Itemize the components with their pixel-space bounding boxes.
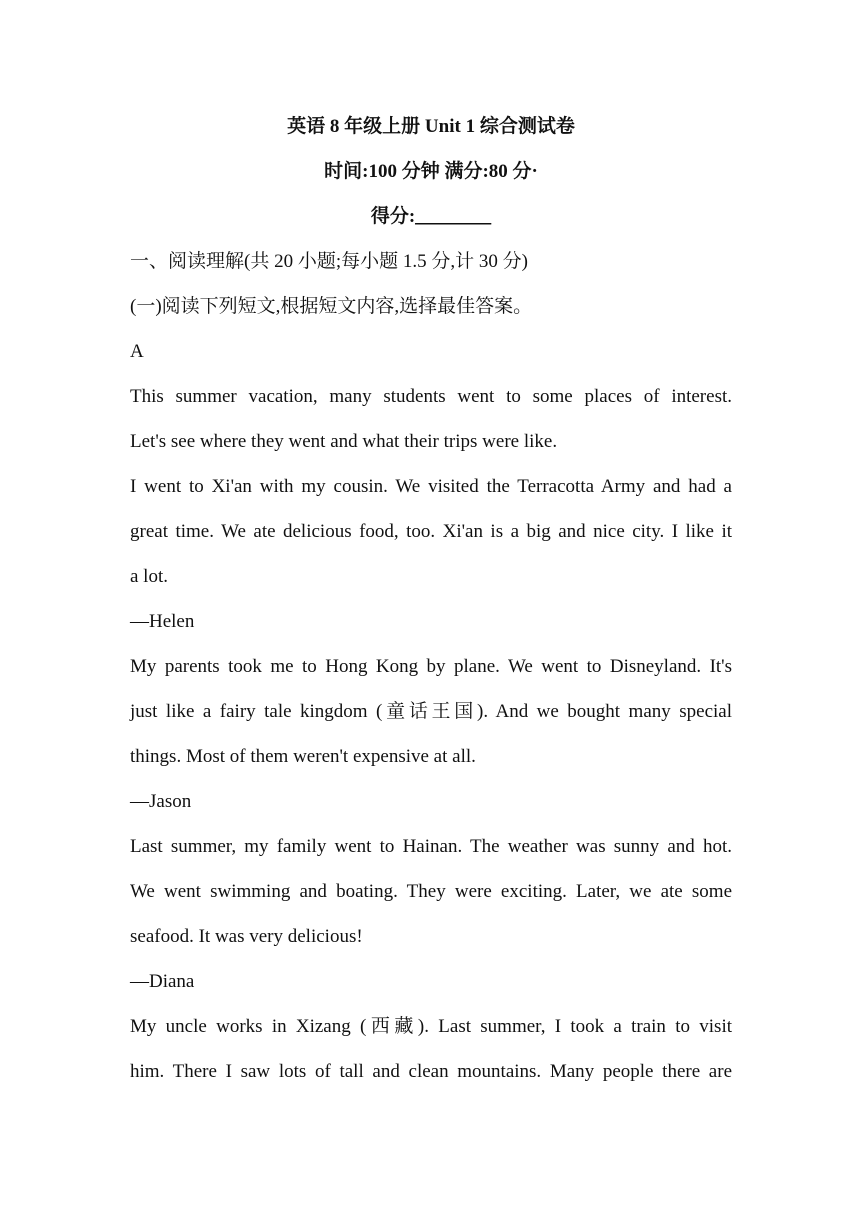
passage-line: great time. We ate delicious food, too. Xi'an is a big and nice city. I like it (130, 521, 732, 542)
passage-label: A (130, 341, 144, 362)
passage-line: Last summer, my family went to Hainan. The weather was sunny and hot. (130, 836, 732, 857)
exam-title: 英语 8 年级上册 Unit 1 综合测试卷 (287, 116, 575, 137)
exam-time-info: 时间:100 分钟 满分:80 分· (324, 161, 538, 182)
passage-signature: —Diana (130, 971, 195, 992)
passage-line: My parents took me to Hong Kong by plane. We went to Disneyland. It's (130, 656, 732, 677)
section-instruction: (一)阅读下列短文,根据短文内容,选择最佳答案。 (130, 296, 533, 317)
passage-line: We went swimming and boating. They were exciting. Later, we ate some (130, 881, 732, 902)
passage-line: a lot. (130, 566, 168, 587)
score-blank: ________ (415, 206, 492, 227)
score-line (130, 194, 732, 239)
passage-signature: —Helen (130, 611, 195, 632)
passage-signature: —Jason (130, 791, 192, 812)
passage-line: just like a fairy tale kingdom (童话王国). And we bought many special (130, 701, 732, 722)
passage-line: Let's see where they went and what their trips were like. (130, 431, 558, 452)
passage-line: I went to Xi'an with my cousin. We visited the Terracotta Army and had a (130, 476, 732, 497)
passage-line: My uncle works in Xizang (西藏). Last summer, I took a train to visit (130, 1016, 732, 1037)
passage-line: This summer vacation, many students went to some places of interest. (130, 386, 732, 407)
document-page (130, 104, 732, 1094)
score-label: 得分: (370, 206, 416, 227)
passage-line: seafood. It was very delicious! (130, 926, 363, 947)
section-heading: 一、阅读理解(共 20 小题;每小题 1.5 分,计 30 分) (130, 251, 528, 272)
passage-line: things. Most of them weren't expensive at all. (130, 746, 476, 767)
passage-line: him. There I saw lots of tall and clean mountains. Many people there are (130, 1061, 732, 1082)
